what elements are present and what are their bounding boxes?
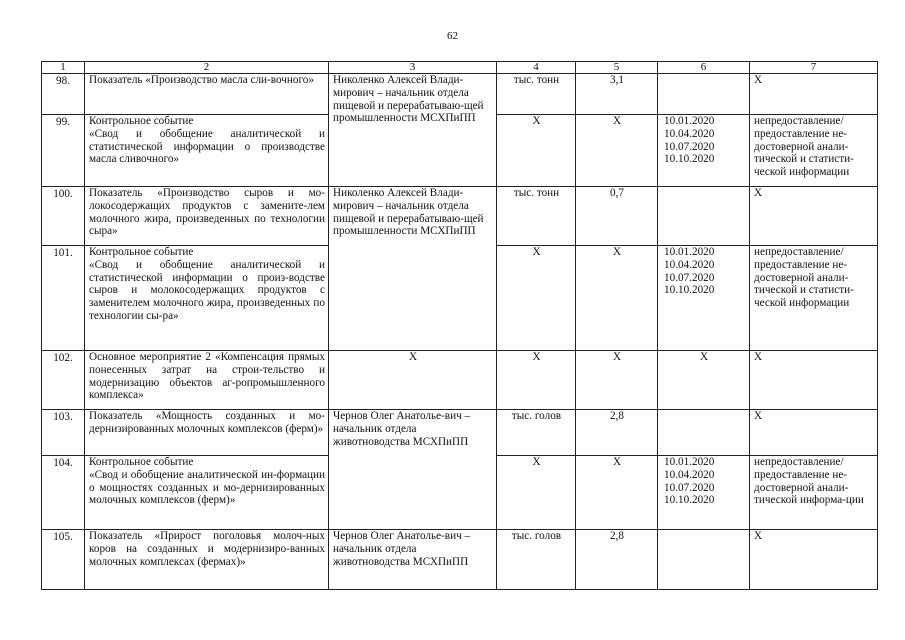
unit-cell: Х <box>497 456 576 530</box>
table-row <box>42 410 878 456</box>
column-number-row <box>42 62 878 74</box>
dates-cell <box>658 530 750 590</box>
column-header: 7 <box>750 62 878 74</box>
result-cell: Х <box>750 351 878 410</box>
column-header: 4 <box>497 62 576 74</box>
column-header: 6 <box>658 62 750 74</box>
row-number: 105. <box>42 530 85 590</box>
indicator-cell: Показатель «Мощность созданных и мо-дернизированных молочных комплексов (ферм)» <box>85 410 329 456</box>
row-number: 103. <box>42 410 85 456</box>
row-number: 98. <box>42 74 85 115</box>
indicator-cell: Показатель «Производство сыров и мо-локосодержащих продуктов с замените-лем молочного жира, произведенных по технологии сыра» <box>85 187 329 246</box>
indicator-cell: Контрольное событие «Свод и обобщение аналитической и статистической информации о производстве масла сливочного» <box>85 115 329 187</box>
row-number: 99. <box>42 115 85 187</box>
value-cell: 2,8 <box>576 410 658 456</box>
row-number: 104. <box>42 456 85 530</box>
responsible-cell: Чернов Олег Анатолье-вич – начальник отдела животноводства МСХПиПП <box>329 410 497 530</box>
indicator-cell: Показатель «Производство масла сли-вочного» <box>85 74 329 115</box>
value-cell: Х <box>576 115 658 187</box>
value-cell: 2,8 <box>576 530 658 590</box>
table-row <box>42 530 878 590</box>
unit-cell: тыс. голов <box>497 530 576 590</box>
dates-cell <box>658 187 750 246</box>
result-cell: непредоставление/ предоставление не-достоверной анали-тической информа-ции <box>750 456 878 530</box>
dates-cell: 10.01.2020 10.04.2020 10.07.2020 10.10.2020 <box>658 456 750 530</box>
table-row <box>42 74 878 115</box>
value-cell: Х <box>576 351 658 410</box>
result-cell: Х <box>750 530 878 590</box>
unit-cell: Х <box>497 246 576 351</box>
unit-cell: тыс. голов <box>497 410 576 456</box>
table-row <box>42 351 878 410</box>
result-cell: непредоставление/ предоставление не-достоверной анали-тической и статисти-ческой информации <box>750 246 878 351</box>
responsible-cell: Х <box>329 351 497 410</box>
dates-cell <box>658 410 750 456</box>
table-row <box>42 187 878 246</box>
indicator-cell: Показатель «Прирост поголовья молоч-ных коров на созданных и модернизиро-ванных молочных комплексах (фермах)» <box>85 530 329 590</box>
result-cell: Х <box>750 74 878 115</box>
value-cell: 3,1 <box>576 74 658 115</box>
responsible-cell: Чернов Олег Анатолье-вич – начальник отдела животноводства МСХПиПП <box>329 530 497 590</box>
indicator-cell: Контрольное событие «Свод и обобщение аналитической ин-формации о мощностях созданных и мо-дернизированных молочных комплексов (ферм)» <box>85 456 329 530</box>
value-cell: Х <box>576 456 658 530</box>
unit-cell: Х <box>497 351 576 410</box>
column-header: 3 <box>329 62 497 74</box>
row-number: 101. <box>42 246 85 351</box>
page-number: 62 <box>447 30 458 42</box>
unit-cell: тыс. тонн <box>497 74 576 115</box>
dates-cell: 10.01.2020 10.04.2020 10.07.2020 10.10.2020 <box>658 115 750 187</box>
dates-cell <box>658 74 750 115</box>
responsible-cell: Николенко Алексей Влади-мирович – начальник отдела пищевой и перерабатываю-щей промышленности МСХПиПП <box>329 74 497 187</box>
row-number: 100. <box>42 187 85 246</box>
result-cell: Х <box>750 410 878 456</box>
row-number: 102. <box>42 351 85 410</box>
plan-table <box>41 61 878 590</box>
column-header: 2 <box>85 62 329 74</box>
unit-cell: тыс. тонн <box>497 187 576 246</box>
column-header: 1 <box>42 62 85 74</box>
column-header: 5 <box>576 62 658 74</box>
dates-cell: 10.01.2020 10.04.2020 10.07.2020 10.10.2020 <box>658 246 750 351</box>
dates-cell: Х <box>658 351 750 410</box>
indicator-cell: Основное мероприятие 2 «Компенсация прямых понесенных затрат на строи-тельство и модернизацию объектов аг-ропромышленного комплекса» <box>85 351 329 410</box>
responsible-cell: Николенко Алексей Влади-мирович – начальник отдела пищевой и перерабатываю-щей промышленности МСХПиПП <box>329 187 497 351</box>
result-cell: непредоставление/ предоставление не-достоверной анали-тической и статисти-ческой информации <box>750 115 878 187</box>
value-cell: Х <box>576 246 658 351</box>
unit-cell: Х <box>497 115 576 187</box>
result-cell: Х <box>750 187 878 246</box>
value-cell: 0,7 <box>576 187 658 246</box>
indicator-cell: Контрольное событие «Свод и обобщение аналитической и статистической информации о произ-водстве сыров и молокосодержащих продуктов с заменителем молочного жира, произведенных по технологии сы-ра» <box>85 246 329 351</box>
